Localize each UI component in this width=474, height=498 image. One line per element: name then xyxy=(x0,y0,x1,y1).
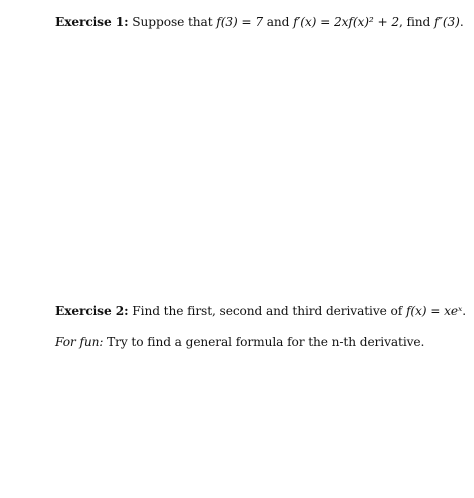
exercise-1-and: and xyxy=(262,15,294,29)
exercise-2-math-function: f(x) = xeˣ xyxy=(405,304,463,318)
exercise-2-period: . xyxy=(462,304,466,318)
for-fun-label: For fun: xyxy=(55,335,104,349)
exercise-1-find: , find xyxy=(399,15,434,29)
exercise-1-math-target: f″(3) xyxy=(433,15,460,29)
for-fun-text: Try to find a general formula for the n-th derivative. xyxy=(103,335,425,349)
exercise-1-math-condition: f(3) = 7 xyxy=(216,15,263,29)
exercise-1-period: . xyxy=(459,15,464,29)
exercise-2-text: Find the first, second and third derivative of xyxy=(128,304,406,318)
exercise-1-math-derivative: f′(x) = 2xf(x)² + 2 xyxy=(293,15,399,29)
for-fun-note xyxy=(55,334,424,350)
exercise-2-label: Exercise 2: xyxy=(55,304,129,318)
exercise-1 xyxy=(55,14,464,30)
exercise-1-label: Exercise 1: xyxy=(55,15,129,29)
exercise-1-text: Suppose that xyxy=(128,15,217,29)
exercise-2 xyxy=(55,303,466,319)
